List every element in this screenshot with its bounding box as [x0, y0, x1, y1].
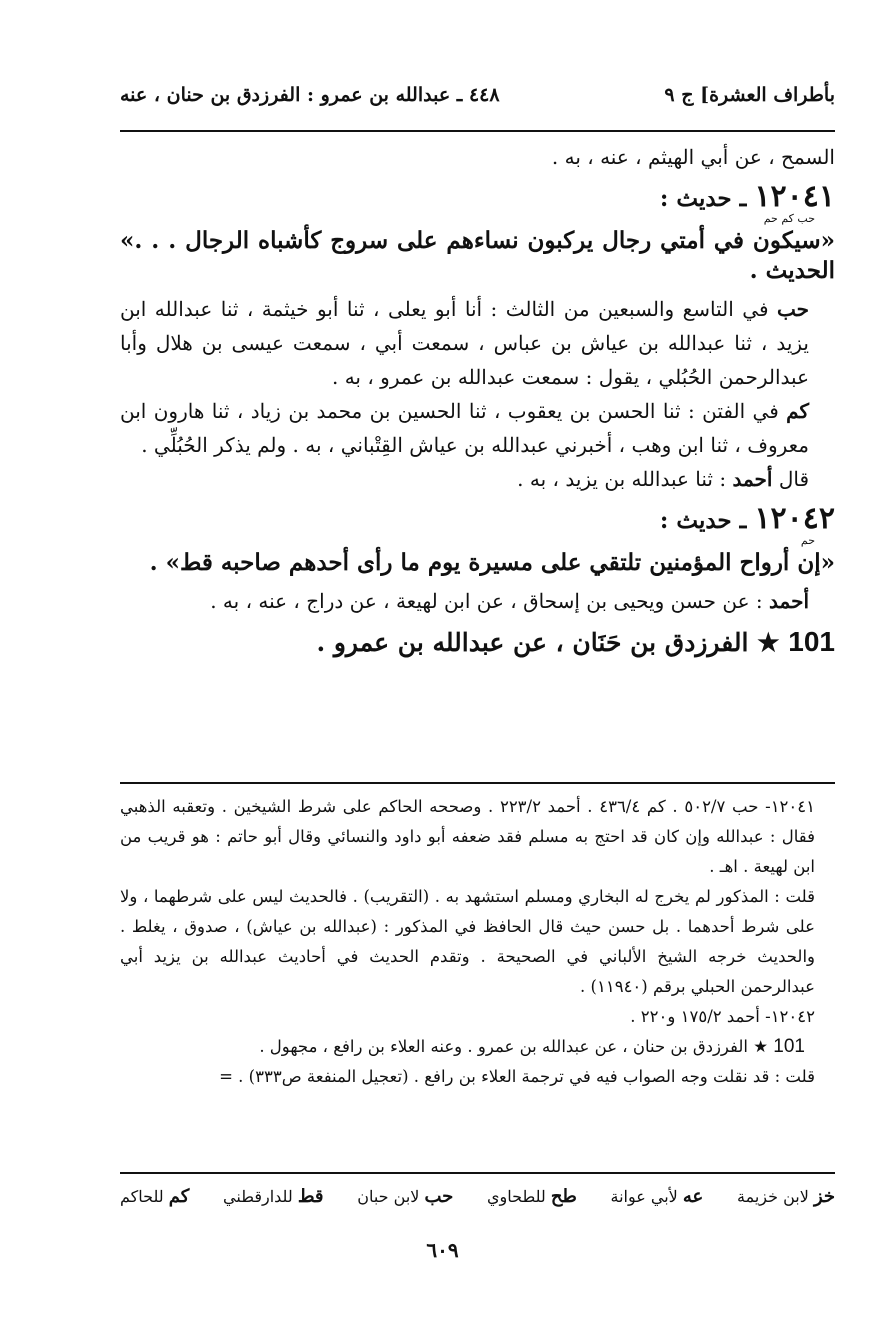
- star-icon: ★: [753, 1037, 769, 1056]
- footnote-narrator-number: 101: [773, 1036, 805, 1057]
- footnotes: [120, 792, 835, 1092]
- hadith-12041-text: «سيكون في أمتي رجال يركبون نساءهم على سروج كأشباه الرجال . . .» الحديث .: [120, 227, 835, 284]
- header-section: ٤٤٨ ـ عبدالله بن عمرو : الفرزدق بن حنان ، عنه: [120, 84, 500, 106]
- source-ahmad-text: : ثنا عبدالله بن يزيد ، به .: [517, 467, 727, 491]
- hadith-12042-source-ahmad: [120, 584, 835, 618]
- source-code-hb: حب: [777, 297, 810, 321]
- hadith-12041-heading: [120, 179, 835, 286]
- source-code-ahmad-2: أحمد: [769, 589, 809, 613]
- footnote-narrator-comment: قلت : قد نقلت وجه الصواب فيه في ترجمة العلاء بن رافع . (تعجيل المنفعة ص٣٣٣) . =: [219, 1067, 815, 1086]
- hadith-12041-source-km: [120, 394, 835, 462]
- narrator-heading: [120, 622, 835, 663]
- footnote-narrator-text: الفرزدق بن حنان ، عن عبدالله بن عمرو . وعنه العلاء بن رافع ، مجهول .: [259, 1037, 748, 1056]
- legend-item: خز لابن خزيمة: [737, 1186, 835, 1207]
- main-text: [120, 140, 835, 663]
- source-code-km: كم: [786, 399, 810, 423]
- header-divider: [120, 130, 835, 132]
- source-ahmad-pre: قال: [778, 467, 809, 491]
- legend-divider: [120, 1172, 835, 1174]
- star-icon: ★: [757, 628, 780, 657]
- footnote-12041: ١٢٠٤١- حب ٥٠٢/٧ . كم ٤٣٦/٤ . أحمد ٢٢٣/٢ . وصححه الحاكم على شرط الشيخين . وتعقبه الذهبي فقال : عبدالله وإن كان قد احتج به مسلم فقد ضعفه أبو داود والنسائي وقال أبو حاتم : هو قريب من ابن لهيعة . اهـ .: [120, 797, 815, 876]
- footnote-12041-comment: قلت : المذكور لم يخرج له البخاري ومسلم استشهد به . (التقريب) . فالحديث ليس على شرطهما ، ولا على شرط أحدهما . بل حسن حيث قال الحافظ في المذكور : (عبدالله بن عياش) ، صدوق ، يغلط . والحديث خرجه الشيخ الألباني في الصحيحة . وتقدم الحديث في أحاديث عبدالله بن يزيد أبي عبدالرحمن الحبلي برقم (١١٩٤٠) .: [120, 887, 815, 996]
- hadith-12041-number: ١٢٠٤١: [754, 179, 835, 214]
- page-number: ٦٠٩: [426, 1238, 459, 1262]
- legend-item: كم للحاكم: [120, 1186, 190, 1207]
- hadith-12042-number: ١٢٠٤٢: [754, 501, 835, 536]
- legend-item: قط للدارقطني: [223, 1186, 324, 1207]
- legend-item: حب لابن حبان: [357, 1186, 454, 1207]
- hadith-12041-label: ـ حديث :: [659, 185, 747, 212]
- hadith-12041-source-marks: حب كم حم: [763, 212, 815, 225]
- hadith-12041-source-ahmad: [120, 462, 835, 496]
- source-ahmad-2-text: : عن حسن ويحيى بن إسحاق ، عن ابن لهيعة ، عن دراج ، عنه ، به .: [210, 589, 763, 613]
- abbreviation-legend: [120, 1186, 835, 1216]
- hadith-12041-source-hb: [120, 292, 835, 394]
- hadith-12042-heading: [120, 501, 835, 578]
- footnote-narrator-101: [120, 1032, 835, 1062]
- footnote-divider: [120, 782, 835, 784]
- continuation-line: السمح ، عن أبي الهيثم ، عنه ، به .: [551, 145, 835, 169]
- running-header: [120, 84, 835, 118]
- source-hb-text: في التاسع والسبعين من الثالث : أنا أبو يعلى ، ثنا أبو خيثمة ، ثنا عبدالله ابن يزيد ، ثنا عبدالله بن عياش بن عباس ، سمعت أبي ، سمعت عيسى بن هلال وأبا عبدالرحمن الحُبُلي ، يقول : سمعت عبدالله بن عمرو ، به .: [120, 297, 809, 389]
- hadith-12042-text: «إن أرواح المؤمنين تلتقي على مسيرة يوم ما رأى أحدهم صاحبه قط» .: [149, 549, 835, 576]
- source-km-text: في الفتن : ثنا الحسن بن يعقوب ، ثنا الحسين بن محمد بن زياد ، ثنا هارون ابن معروف ، ثنا ابن وهب ، أخبرني عبدالله بن عياش القِتْباني ، به . ولم يذكر الحُبُلِّي .: [120, 399, 809, 457]
- narrator-number: 101: [788, 626, 835, 657]
- narrator-text: الفرزدق بن حَنَان ، عن عبدالله بن عمرو .: [316, 628, 749, 657]
- footnote-12042: ١٢٠٤٢- أحمد ١٧٥/٢ و٢٢٠ .: [630, 1007, 815, 1026]
- hadith-12042-label: ـ حديث :: [659, 507, 747, 534]
- hadith-12042-source-marks: حم: [800, 534, 815, 547]
- source-code-ahmad: أحمد: [732, 467, 773, 491]
- legend-item: عه لأبي عوانة: [610, 1186, 704, 1207]
- legend-item: طح للطحاوي: [487, 1186, 577, 1207]
- header-book-volume: بأطراف العشرة] ج ٩: [664, 84, 835, 106]
